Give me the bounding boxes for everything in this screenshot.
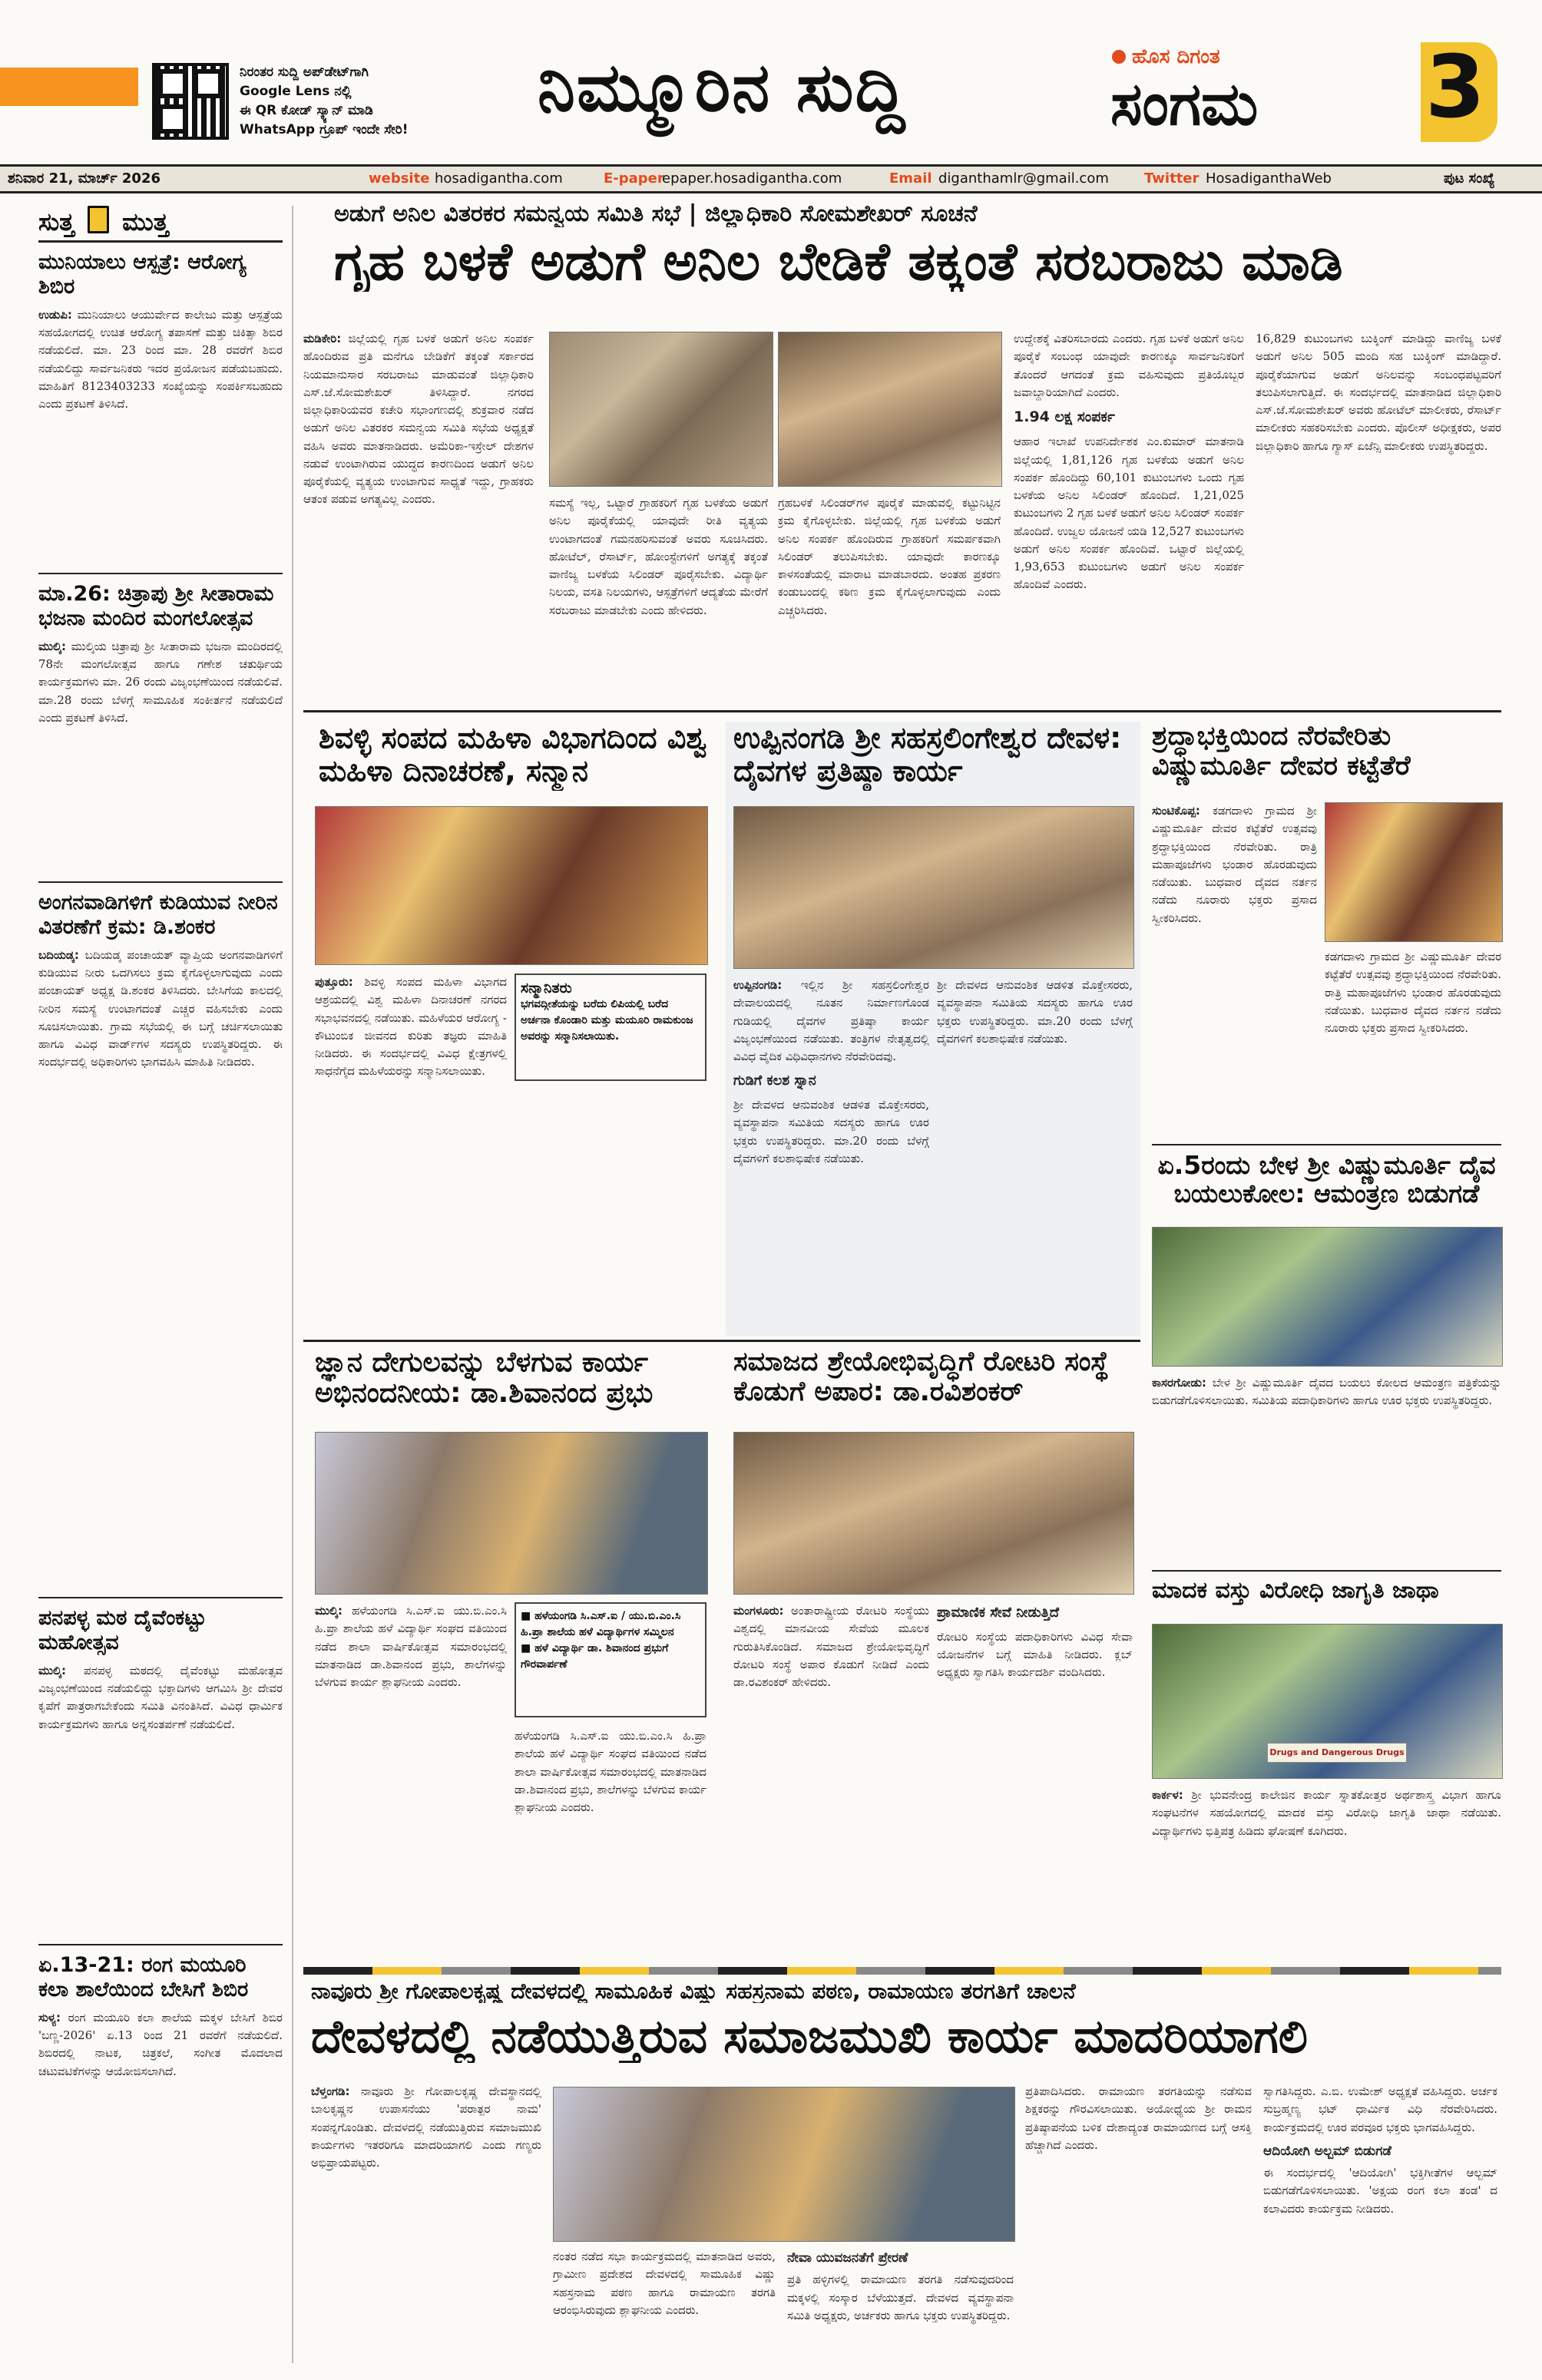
story-text: 16,829 ಕುಟುಂಬಗಳು ಬುಕ್ಕಿಂಗ್ ಮಾಡಿದ್ದು ವಾಣಿಜ್ಯ ಬಳಕೆ ಅಡುಗೆ ಅನಿಲ 505 ಮಂದಿ ಸಹ ಬುಕ್ಕಿಂಗ್ ಮಾಡಿದ್ದಾರೆ. ಪೂರೈಕೆಯಾಗುವ ಅಡುಗೆ ಅನಿಲವನ್ನು ಸಂಬಂಧಪಟ್ಟವರಿಗೆ ತಲುಪಿಸಲಾಗುತ್ತಿದೆ. ಈ ಸಂದರ್ಭದಲ್ಲಿ ಮಾತನಾಡಿದ ಜಿಲ್ಲಾಧಿಕಾರಿ ಎಸ್.ಜೆ.ಸೋಮಶೇಖರ್ ಅವರು ಹೋಟೆಲ್ ಮಾಲೀಕರು, ರೆಸಾರ್ಟ್ ಮಾಲೀಕರು ಸಹಕರಿಸಬೇಕು ಎಂದರು. ಪೊಲೀಸ್ ಅಧೀಕ್ಷಕರು, ಅಪರ ಜಿಲ್ಲಾಧಿಕಾರಿ ಹಾಗೂ ಗ್ಯಾಸ್ ಏಜೆನ್ಸಿ ಮಾಲೀಕರು ಉಪಸ್ಥಿತರಿದ್ದರು.: [1256, 332, 1501, 453]
story-text: ಹಳೆಯಂಗಡಿ ಸಿ.ಎಸ್.ಐ ಯು.ಬಿ.ಎಂ.ಸಿ ಹಿ.ಪ್ರಾ ಶಾಲೆಯ ಹಳೆ ವಿದ್ಯಾರ್ಥಿ ಸಂಘದ ವತಿಯಿಂದ ನಡೆದ ಶಾಲಾ ವಾರ್ಷಿಕೋತ್ಸವ ಸಮಾರಂಭದಲ್ಲಿ ಮಾತನಾಡಿದ ಡಾ.ಶಿವಾನಂದ ಪ್ರಭು, ಶಾಲೆಗಳನ್ನು ಬೆಳಗುವ ಕಾರ್ಯ ಶ್ಲಾಘನೀಯ ಎಂದರು.: [315, 1604, 507, 1689]
story-text: ಕಡಗದಾಳು ಗ್ರಾಮದ ಶ್ರೀ ವಿಷ್ಣುಮೂರ್ತಿ ದೇವರ ಕಟ್ಟೆತೆರೆ ಉತ್ಸವವು ಶ್ರದ್ಧಾಭಕ್ತಿಯಿಂದ ನೆರವೇರಿತು. ರಾತ್ರಿ ಮಹಾಪೂಜೆಗಳು ಭಂಡಾರ ಹೊರಡುವುದು ನಡೆಯಿತು. ಬುಧವಾರ ದೈವದ ನರ್ತನ ನಡೆದು ನೂರಾರು ಭಕ್ತರು ಪ್ರಸಾದ ಸ್ವೀಕರಿಸಿದರು.: [1325, 950, 1501, 1035]
story-text: ಪ್ರತಿಪಾದಿಸಿದರು. ರಾಮಾಯಣ ತರಗತಿಯನ್ನು ನಡೆಸುವ ಶಿಕ್ಷಕರನ್ನು ಗೌರವಿಸಲಾಯಿತು. ಅಯೋಧ್ಯೆಯ ಶ್ರೀ ರಾಮನ ಪ್ರತಿಷ್ಠಾಪನೆಯ ಬಳಿಕ ದೇಶಾದ್ಯಂತ ರಾಮಾಯಣದ ಬಗ್ಗೆ ಆಸಕ್ತಿ ಹೆಚ್ಚಾಗಿದೆ ಎಂದರು.: [1025, 2084, 1252, 2152]
alumni-box: [515, 1602, 706, 1717]
sidebar-story-body: [38, 2009, 283, 2081]
story-body-col2: [937, 977, 1133, 1330]
email-link[interactable]: diganthamlr@gmail.com: [938, 170, 1109, 187]
story-body: [315, 973, 507, 1330]
masthead-title: ನಿಮ್ಮೂರಿನ ಸುದ್ದಿ: [538, 48, 907, 127]
story-text: ಸಮಸ್ಯೆ ಇಲ್ಲ, ಒಟ್ಟಾರೆ ಗ್ರಾಹಕರಿಗೆ ಗೃಹ ಬಳಕೆಯ ಅಡುಗೆ ಅನಿಲ ಪೂರೈಕೆಯಲ್ಲಿ ಯಾವುದೇ ರೀತಿ ವ್ಯತ್ಯಯ ಉಂಟಾಗದಂತೆ ಗಮನಹರಿಸುವಂತೆ ಅವರು ಸೂಚಿಸಿದರು. ಹೋಟೆಲ್, ರೆಸಾರ್ಟ್, ಹೋಂಸ್ಟೇಗಳಿಗೆ ಅಗತ್ಯಕ್ಕೆ ತಕ್ಕಂತೆ ವಾಣಿಜ್ಯ ಬಳಕೆಯ ಸಿಲಿಂಡರ್ ಪೂರೈಸಬೇಕು. ವಿದ್ಯಾರ್ಥಿ ನಿಲಯ, ವಸತಿ ನಿಲಯಗಳು, ಆಸ್ಪತ್ರೆಗಳಿಗೆ ಆದ್ಯತೆಯ ಮೇರೆಗೆ ಸರಬರಾಜು ಮಾಡಬೇಕು ಎಂದು ಹೇಳಿದರು.: [549, 496, 768, 617]
story-body-col2: [937, 1602, 1133, 1955]
lead-col-5: [1256, 330, 1501, 706]
story-temple-pratishta: [726, 722, 1140, 1336]
sidebar-header-right: ಮುತ್ತ: [122, 207, 169, 236]
sidebar-story: [38, 1953, 283, 2337]
bottom-band: [303, 1967, 1501, 1975]
section-rule: [1152, 1570, 1501, 1572]
story-text: ನಂತರ ನಡೆದ ಸಭಾ ಕಾರ್ಯಕ್ರಮದಲ್ಲಿ ಮಾತನಾಡಿದ ಅವರು, ಗ್ರಾಮೀಣ ಪ್ರದೇಶದ ದೇವಳದಲ್ಲಿ ಸಾಮೂಹಿಕ ವಿಷ್ಣು ಸಹಸ್ರನಾಮ ಪಠಣ ಹಾಗೂ ರಾಮಾಯಣ ತರಗತಿ ಆರಂಭಿಸಿರುವುದು ಶ್ಲಾಘನೀಯ ಎಂದರು.: [553, 2249, 776, 2317]
dateline: ಕಾಸರಗೋಡು:: [1152, 1376, 1206, 1390]
book-icon: [88, 206, 109, 233]
sidebar-story-headline: ಅಂಗನವಾಡಿಗಳಿಗೆ ಕುಡಿಯುವ ನೀರಿನ ವಿತರಣೆಗೆ ಕ್ರಮ: ಡಿ.ಶಂಕರ: [38, 891, 278, 940]
story-photo-temple: [733, 806, 1134, 969]
dateline: ಸುಳ್ಯ:: [38, 2010, 61, 2025]
brand-small: ಹೊಸ ದಿಗಂತ: [1132, 45, 1220, 68]
story-body: [733, 977, 929, 1330]
lead-story: [303, 201, 1501, 708]
lead-photo-meeting: [549, 332, 773, 487]
story-text: ರಂಗ ಮಯೂರಿ ಕಲಾ ಶಾಲೆಯ ಮಕ್ಕಳ ಬೇಸಿಗೆ ಶಿಬಿರ 'ಬಣ್ಣ-2026' ಏ.13 ರಿಂದ 21 ರವರೆಗೆ ನಡೆಯಲಿದೆ. ಶಿಬಿರದಲ್ಲಿ ನಾಟಕ, ಚಿತ್ರಕಲೆ, ಸಂಗೀತ ಮೊದಲಾದ ಚಟುವಟಿಕೆಗಳನ್ನು ಆಯೋಜಿಸಲಾಗಿದೆ.: [38, 2010, 283, 2078]
sidebar-story: [38, 582, 283, 883]
story-text: ಹಳೆಯಂಗಡಿ ಸಿ.ಎಸ್.ಐ ಯು.ಬಿ.ಎಂ.ಸಿ ಹಿ.ಪ್ರಾ ಶಾಲೆಯ ಹಳೆ ವಿದ್ಯಾರ್ಥಿ ಸಂಘದ ವತಿಯಿಂದ ನಡೆದ ಶಾಲಾ ವಾರ್ಷಿಕೋತ್ಸವ ಸಮಾರಂಭದಲ್ಲಿ ಮಾತನಾಡಿದ ಡಾ.ಶಿವಾನಂದ ಪ್ರಭು, ಶಾಲೆಗಳನ್ನು ಬೆಳಗುವ ಕಾರ್ಯ ಶ್ಲಾಘನೀಯ ಎಂದರು.: [515, 1729, 706, 1814]
story-body: [315, 1602, 507, 1955]
story-kattetere: [1152, 722, 1501, 1140]
orange-tab: [0, 68, 138, 106]
sidebar-story: [38, 1606, 283, 1945]
story-text: ನಾವೂರು ಶ್ರೀ ಗೋಪಾಲಕೃಷ್ಣ ದೇವಸ್ಥಾನದಲ್ಲಿ ಬಾಲಕೃಷ್ಣನ ಉಪಾಸನೆಯು 'ಪರಾತ್ಪರ ನಾಮ' ಸಂಪನ್ನಗೊಂಡಿತು. ದೇವಳದಲ್ಲಿ ನಡೆಯುತ್ತಿರುವ ಸಮಾಜಮುಖಿ ಕಾರ್ಯಗಳು ಇತರರಿಗೂ ಮಾದರಿಯಾಗಲಿ ಎಂದು ಗಣ್ಯರು ಅಭಿಪ್ರಾಯಪಟ್ಟರು.: [311, 2084, 541, 2170]
lead-col-1: [303, 330, 534, 706]
sidebar-story-headline: ಪನಪಳ್ಳ ಮಠ ದೈವೆಂಕಟ್ಟು ಮಹೋತ್ಸವ: [38, 1606, 207, 1655]
story-text: ಪನಪಳ್ಳ ಮಠದಲ್ಲಿ ದೈವೆಂಕಟ್ಟು ಮಹೋತ್ಸವ ವಿಜೃಂಭಣೆಯಿಂದ ನಡೆಯಲಿದ್ದು ಭಕ್ತಾದಿಗಳು ಆಗಮಿಸಿ ಶ್ರೀ ದೇವರ ಕೃಪೆಗೆ ಪಾತ್ರರಾಗಬೇಕೆಂದು ಸಮಿತಿ ವಿನಂತಿಸಿದೆ. ವಿವಿಧ ಧಾರ್ಮಿಕ ಕಾರ್ಯಕ್ರಮಗಳು ಹಾಗೂ ಅನ್ನಸಂತರ್ಪಣೆ ನಡೆಯಲಿದೆ.: [38, 1663, 283, 1731]
sidebar: [38, 206, 283, 2363]
story-jnana-deguia: [303, 1347, 718, 1962]
story-drug-awareness: [1152, 1578, 1501, 1962]
story-headline: ಜ್ಞಾನ ದೇಗುಲವನ್ನು ಬೆಳಗುವ ಕಾರ್ಯ ಅಭಿನಂದನೀಯ: ಡಾ.ಶಿವಾನಂದ ಪ್ರಭು: [315, 1347, 654, 1410]
sidebar-story-body: [38, 306, 283, 414]
bottom-subhead-2: ಆದಿಯೋಗಿ ಅಲ್ಬಮ್ ಬಿಡುಗಡೆ: [1263, 2143, 1391, 2159]
sidebar-story-body: [38, 638, 283, 727]
sidebar-story-headline: ಮಾ.26: ಚಿತ್ರಾಪು ಶ್ರೀ ಸೀತಾರಾಮ ಭಜನಾ ಮಂದಿರ ಮಂಗಲೋತ್ಸವ: [38, 582, 274, 631]
twitter-link[interactable]: HosadiganthaWeb: [1206, 170, 1332, 187]
story-text: ಶ್ರೀ ಭುವನೇಂದ್ರ ಕಾಲೇಜಿನ ಕಾರ್ಯ ಸ್ನಾತಕೋತ್ತರ ಅರ್ಥಶಾಸ್ತ್ರ ವಿಭಾಗ ಹಾಗೂ ಸಂಘಟನೆಗಳ ಸಹಯೋಗದಲ್ಲಿ ಮಾದಕ ವಸ್ತು ವಿರೋಧಿ ಜಾಗೃತಿ ಜಾಥಾ ನಡೆಯಿತು. ವಿದ್ಯಾರ್ಥಿಗಳು ಭಿತ್ತಿಪತ್ರ ಹಿಡಿದು ಘೋಷಣೆ ಕೂಗಿದರು.: [1152, 1788, 1501, 1838]
story-subhead: ಗುಡಿಗೆ ಕಲಶ ಸ್ನಾನ: [733, 1073, 816, 1089]
alumni-box-line: [521, 1608, 700, 1641]
bottom-photo-lamp: [553, 2087, 1015, 2242]
story-body: [1152, 1374, 1501, 1562]
story-headline: ಮಾದಕ ವಸ್ತು ವಿರೋಧಿ ಜಾಗೃತಿ ಜಾಥಾ: [1152, 1578, 1439, 1604]
story-text: ಮುನಿಯಾಲು ಆಯುರ್ವೇದ ಕಾಲೇಜು ಮತ್ತು ಆಸ್ಪತ್ರೆಯ ಸಹಯೋಗದಲ್ಲಿ ಉಚಿತ ಆರೋಗ್ಯ ತಪಾಸಣೆ ಮತ್ತು ಚಿಕಿತ್ಸಾ ಶಿಬಿರ ನಡೆಯಲಿದೆ. ಮಾ. 23 ರಿಂದ ಮಾ. 28 ರವರೆಗೆ ಶಿಬಿರ ನಡೆಯಲಿದ್ದು ಸಾರ್ವಜನಿಕರು ಇದರ ಪ್ರಯೋಜನ ಪಡೆಯಬಹುದು. ಮಾಹಿತಿಗೆ 8123403233 ಸಂಖ್ಯೆಯನ್ನು ಸಂಪರ್ಕಿಸಬಹುದು ಎಂದು ಪ್ರಕಟಣೆ ತಿಳಿಸಿದೆ.: [38, 307, 283, 412]
story-photo-school: [315, 1432, 708, 1595]
sidebar-story-headline: ಏ.13-21: ರಂಗ ಮಯೂರಿ ಕಲಾ ಶಾಲೆಯಿಂದ ಬೇಸಿಗೆ ಶಿಬಿರ: [38, 1953, 249, 2002]
dateline: ಕಾರ್ಕಳ:: [1152, 1788, 1183, 1802]
honorees-body: ಭಗವದ್ಗೀತೆಯನ್ನು ಬರೆದು ಲಿಪಿಯಲ್ಲಿ ಬರೆದ ಅರ್ಚನಾ ಕೊಂಡಾರಿ ಮತ್ತು ಮಯೂರಿ ರಾಮಕುಂಜ ಅವರನ್ನು ಸನ್ಮಾನಿಸಲಾಯಿತು.: [521, 998, 693, 1043]
sidebar-story: [38, 250, 283, 574]
dateline: ಬೆಳ್ತಂಗಡಿ:: [311, 2084, 350, 2098]
issue-date: ಶನಿವಾರ 21, ಮಾರ್ಚ್ 2026: [8, 170, 161, 187]
section-rule: [303, 710, 1501, 712]
dateline: ಮುಲ್ಕಿ:: [315, 1604, 343, 1618]
qr-note-line: Google Lens ನಲ್ಲಿ: [240, 84, 352, 99]
sidebar-story: [38, 891, 283, 1598]
story-text: ಮುಲ್ಕಿಯ ಚಿತ್ರಾಪು ಶ್ರೀ ಸೀತಾರಾಮ ಭಜನಾ ಮಂದಿರದಲ್ಲಿ 78ನೇ ಮಂಗಲೋತ್ಸವ ಹಾಗೂ ಗಣೇಶ ಚತುರ್ಥಿಯ ಕಾರ್ಯಕ್ರಮಗಳು ಮಾ. 26 ರಂದು ವಿಜೃಂಭಣೆಯಿಂದ ನಡೆಯಲಿವೆ. ಮಾ.28 ರಂದು ಬೆಳಗ್ಗೆ ಸಾಮೂಹಿಕ ಸಂಕೀರ್ತನೆ ನಡೆಯಲಿದೆ ಎಂದು ಪ್ರಕಟಣೆ ತಿಳಿಸಿದೆ.: [38, 639, 283, 725]
brand-logo-icon: [1112, 50, 1126, 64]
lead-col-4: [1014, 330, 1244, 706]
story-text: ಅಂತಾರಾಷ್ಟ್ರೀಯ ರೋಟರಿ ಸಂಸ್ಥೆಯು ವಿಶ್ವದಲ್ಲಿ ಮಾನವೀಯ ಸೇವೆಯ ಮೂಲಕ ಗುರುತಿಸಿಕೊಂಡಿದೆ. ಸಮಾಜದ ಶ್ರೇಯೋಭಿವೃದ್ಧಿಗೆ ರೋಟರಿ ಸಂಸ್ಥೆ ಅಪಾರ ಕೊಡುಗೆ ನೀಡಿದೆ ಎಂದು ಡಾ.ರವಿಶಂಕರ್ ಹೇಳಿದರು.: [733, 1604, 929, 1689]
lead-kicker: ಅಡುಗೆ ಅನಿಲ ವಿತರಕರ ಸಮನ್ವಯ ಸಮಿತಿ ಸಭೆ | ಜಿಲ್ಲಾಧಿಕಾರಿ ಸೋಮಶೇಖರ್ ಸೂಚನೆ: [334, 201, 978, 227]
lead-col-3: [778, 494, 1001, 706]
sidebar-story-headline: ಮುನಿಯಾಲು ಆಸ್ಪತ್ರೆ: ಆರೋಗ್ಯ ಶಿಬಿರ: [38, 250, 247, 299]
bottom-col-3: [787, 2248, 1014, 2359]
story-body: [1152, 1787, 1501, 1959]
lead-col-2: [549, 494, 768, 706]
sidebar-header: [38, 206, 283, 243]
lead-subhead: 1.94 ಲಕ್ಷ ಸಂಪರ್ಕ: [1014, 408, 1115, 425]
dateline: ಮಡಿಕೇರಿ:: [303, 332, 342, 345]
story-text: ಕಡಗದಾಳು ಗ್ರಾಮದ ಶ್ರೀ ವಿಷ್ಣುಮೂರ್ತಿ ದೇವರ ಕಟ್ಟೆತೆರೆ ಉತ್ಸವವು ಶ್ರದ್ಧಾಭಕ್ತಿಯಿಂದ ನೆರವೇರಿತು. ರಾತ್ರಿ ಮಹಾಪೂಜೆಗಳು ಭಂಡಾರ ಹೊರಡುವುದು ನಡೆಯಿತು. ಬುಧವಾರ ದೈವದ ನರ್ತನ ನಡೆದು ನೂರಾರು ಭಕ್ತರು ಪ್ರಸಾದ ಸ್ವೀಕರಿಸಿದರು.: [1152, 804, 1317, 925]
alumni-box-text: ಹಳೆಯಂಗಡಿ ಸಿ.ಎಸ್.ಐ / ಯು.ಬಿ.ಎಂ.ಸಿ ಹಿ.ಪ್ರಾ ಶಾಲೆಯ ಹಳೆ ವಿದ್ಯಾರ್ಥಿಗಳ ಸಮ್ಮಿಲನ: [521, 1610, 681, 1638]
email-label: Email: [889, 170, 932, 187]
story-photo-daiva: [1325, 802, 1503, 942]
sidebar-divider: [292, 206, 293, 2363]
page-number: 3: [1425, 38, 1485, 137]
story-subhead: ಪ್ರಾಮಾಣಿಕ ಸೇವೆ ನೀಡುತ್ತಿದೆ: [937, 1605, 1060, 1621]
bottom-col-4: [1025, 2083, 1252, 2359]
story-text: ಆಹಾರ ಇಲಾಖೆ ಉಪನಿರ್ದೇಶಕ ಎಂ.ಕುಮಾರ್ ಮಾತನಾಡಿ ಜಿಲ್ಲೆಯಲ್ಲಿ 1,81,126 ಗೃಹ ಬಳಕೆಯ ಅಡುಗೆ ಅನಿಲ ಸಂಪರ್ಕ ಹೊಂದಿದ್ದು 60,101 ಕುಟುಂಬಗಳು ಒಂದು ಗೃಹ ಬಳಕೆಯ ಅನಿಲ ಸಿಲಿಂಡರ್ ಹೊಂದಿದೆ. 1,21,025 ಕುಟುಂಬಗಳು 2 ಗೃಹ ಬಳಕೆ ಅಡುಗೆ ಅನಿಲ ಸಿಲಿಂಡರ್ ಸಂಪರ್ಕ ಹೊಂದಿದೆ. ಉಜ್ವಲ ಯೋಜನೆ ಯಡಿ 12,527 ಕುಟುಂಬಗಳು ಅಡುಗೆ ಅನಿಲ ಸಂಪರ್ಕ ಹೊಂದಿವೆ. ಒಟ್ಟಾರೆ ಜಿಲ್ಲೆಯಲ್ಲಿ 1,93,653 ಕುಟುಂಬಗಳು ಅಡುಗೆ ಅನಿಲ ಸಂಪರ್ಕ ಹೊಂದಿವೆ ಎಂದರು.: [1014, 435, 1244, 592]
story-body: [733, 1602, 929, 1955]
sidebar-story-body: [38, 1662, 283, 1734]
story-rotary: [726, 1347, 1140, 1962]
brand-big: ಸಂಗಮ: [1110, 70, 1259, 139]
story-body: [1152, 802, 1317, 1136]
story-womens-day: [303, 722, 718, 1336]
qr-note-line: ಈ QR ಕೋಡ್ ಸ್ಕ್ಯಾನ್ ಮಾಡಿ: [240, 103, 373, 118]
section-rule: [303, 1340, 1140, 1342]
story-text: ಶ್ರೀ ದೇವಳದ ಆನುವಂಶಿಕ ಆಡಳಿತ ಮೊಕ್ತೇಸರರು, ವ್ಯವಸ್ಥಾಪನಾ ಸಮಿತಿಯ ಸದಸ್ಯರು ಹಾಗೂ ಊರ ಭಕ್ತರು ಉಪಸ್ಥಿತರಿದ್ದರು. ಮಾ.20 ರಂದು ಬೆಳಗ್ಗೆ ದೈವಗಳಿಗೆ ಕಲಶಾಭಿಷೇಕ ನಡೆಯಿತು.: [937, 978, 1133, 1046]
story-photo-invite: [1152, 1227, 1503, 1367]
story-headline: ಸಮಾಜದ ಶ್ರೇಯೋಭಿವೃದ್ಧಿಗೆ ರೋಟರಿ ಸಂಸ್ಥೆ ಕೊಡುಗೆ ಅಪಾರ: ಡಾ.ರವಿಶಂಕರ್: [733, 1347, 1109, 1408]
bottom-col-5: [1263, 2083, 1497, 2359]
dateline: ಪುತ್ತೂರು:: [315, 975, 353, 989]
story-headline: ಶಿವಳ್ಳಿ ಸಂಪದ ಮಹಿಳಾ ವಿಭಾಗದಿಂದ ವಿಶ್ವ ಮಹಿಳಾ ದಿನಾಚರಣೆ, ಸನ್ಮಾನ: [319, 722, 707, 788]
section-rule: [1152, 1144, 1501, 1145]
dateline: ಮುಲ್ಕಿ:: [38, 639, 67, 653]
honorees-title: ಸನ್ಮಾನಿತರು: [521, 980, 572, 997]
lead-photo-hall: [778, 332, 1002, 487]
alumni-box-line: [521, 1641, 700, 1673]
sidebar-header-left: ಸುತ್ತ: [38, 207, 74, 236]
story-text: ಬದಿಯಡ್ಕ ಪಂಚಾಯತ್ ವ್ಯಾಪ್ತಿಯ ಅಂಗನವಾಡಿಗಳಿಗೆ ಕುಡಿಯುವ ನೀರು ಒದಗಿಸಲು ಕ್ರಮ ಕೈಗೊಳ್ಳಲಾಗುವುದು ಎಂದು ಪಂಚಾಯತ್ ಅಧ್ಯಕ್ಷ ಡಿ.ಶಂಕರ ತಿಳಿಸಿದರು. ಬೇಸಿಗೆಯ ಕಾಲದಲ್ಲಿ ನೀರಿನ ಸಮಸ್ಯೆ ಉಂಟಾಗದಂತೆ ಎಚ್ಚರ ವಹಿಸಬೇಕು ಎಂದು ಸೂಚಿಸಲಾಯಿತು. ಗ್ರಾಮ ಸಭೆಯಲ್ಲಿ ಈ ಬಗ್ಗೆ ಚರ್ಚಿಸಲಾಯಿತು ಹಾಗೂ ವಿವಿಧ ವಾರ್ಡ್‌ಗಳ ಸದಸ್ಯರು ಉಪಸ್ಥಿತರಿದ್ದರು. ಈ ಸಂದರ್ಭದಲ್ಲಿ ಅಧಿಕಾರಿಗಳು ಭಾಗವಹಿಸಿ ಮಾಹಿತಿ ನೀಡಿದರು.: [38, 947, 283, 1069]
info-bar: [0, 164, 1542, 193]
bottom-col-1: [311, 2083, 541, 2359]
twitter-label: Twitter: [1144, 170, 1200, 187]
honorees-box: [515, 973, 706, 1081]
epaper-label: E-paper: [604, 170, 664, 187]
story-text: ಶಿವಳ್ಳಿ ಸಂಪದ ಮಹಿಳಾ ವಿಭಾಗದ ಆಶ್ರಯದಲ್ಲಿ ವಿಶ್ವ ಮಹಿಳಾ ದಿನಾಚರಣೆ ನಗರದ ಸಭಾಭವನದಲ್ಲಿ ನಡೆಯಿತು. ಮಹಿಳೆಯರ ಆರೋಗ್ಯ - ಕೌಟುಂಬಿಕ ಜೀವನದ ಕುರಿತು ತಜ್ಞರು ಮಾಹಿತಿ ನೀಡಿದರು. ಈ ಸಂದರ್ಭದಲ್ಲಿ ವಿವಿಧ ಕ್ಷೇತ್ರಗಳಲ್ಲಿ ಸಾಧನೆಗೈದ ಮಹಿಳೆಯರನ್ನು ಸನ್ಮಾನಿಸಲಾಯಿತು.: [315, 975, 507, 1079]
bottom-col-2: [553, 2248, 776, 2359]
story-text: ಪ್ರತಿ ಹಳ್ಳಿಗಳಲ್ಲಿ ರಾಮಾಯಣ ತರಗತಿ ನಡೆಸುವುದರಿಂದ ಮಕ್ಕಳಲ್ಲಿ ಸಂಸ್ಕಾರ ಬೆಳೆಯುತ್ತದೆ. ದೇವಳದ ವ್ಯವಸ್ಥಾಪನಾ ಸಮಿತಿ ಅಧ್ಯಕ್ಷರು, ಅರ್ಚಕರು ಹಾಗೂ ಭಕ್ತರು ಉಪಸ್ಥಿತರಿದ್ದರು.: [787, 2273, 1014, 2322]
story-bayalu-kola: [1152, 1152, 1501, 1566]
story-body-col2: [515, 1727, 706, 1955]
story-text: ಈ ಸಂದರ್ಭದಲ್ಲಿ 'ಆದಿಯೋಗಿ' ಭಕ್ತಿಗೀತೆಗಳ ಆಲ್ಬಮ್ ಬಿಡುಗಡೆಗೊಳಿಸಲಾಯಿತು. 'ಅಕ್ಷಯ ರಂಗ ಕಲಾ ತಂಡ' ದ ಕಲಾವಿದರು ಕಾರ್ಯಕ್ರಮ ನೀಡಿದರು.: [1263, 2166, 1497, 2216]
bottom-kicker: ನಾವೂರು ಶ್ರೀ ಗೋಪಾಲಕೃಷ್ಣ ದೇವಳದಲ್ಲಿ ಸಾಮೂಹಿಕ ವಿಷ್ಣು ಸಹಸ್ರನಾಮ ಪಠಣ, ರಾಮಾಯಣ ತರಗತಿಗೆ ಚಾಲನೆ: [311, 1979, 1076, 2004]
story-headline: ಏ.5ರಂದು ಬೇಳ ಶ್ರೀ ವಿಷ್ಣುಮೂರ್ತಿ ದೈವ ಬಯಲುಕೋಲ: ಆಮಂತ್ರಣ ಬಿಡುಗಡೆ: [1157, 1152, 1496, 1208]
story-text: ರೋಟರಿ ಸಂಸ್ಥೆಯ ಪದಾಧಿಕಾರಿಗಳು ವಿವಿಧ ಸೇವಾ ಯೋಜನೆಗಳ ಬಗ್ಗೆ ಮಾಹಿತಿ ನೀಡಿದರು. ಕ್ಲಬ್ ಅಧ್ಯಕ್ಷರು ಸ್ವಾಗತಿಸಿ ಕಾರ್ಯದರ್ಶಿ ವಂದಿಸಿದರು.: [937, 1629, 1133, 1680]
dateline: ಉಡುಪಿ:: [38, 307, 72, 322]
story-headline: ಶ್ರದ್ಧಾಭಕ್ತಿಯಿಂದ ನೆರವೇರಿತು ವಿಷ್ಣುಮೂರ್ತಿ ದೇವರ ಕಟ್ಟೆತೆರೆ: [1152, 722, 1411, 782]
story-text: ಜಿಲ್ಲೆಯಲ್ಲಿ ಗೃಹ ಬಳಕೆ ಅಡುಗೆ ಅನಿಲ ಸಂಪರ್ಕ ಹೊಂದಿರುವ ಪ್ರತಿ ಮನೆಗೂ ಬೇಡಿಕೆಗೆ ತಕ್ಕಂತೆ ಸರ್ಕಾರದ ನಿಯಮಾನುಸಾರ ಸರಬರಾಜು ಮಾಡುವಂತೆ ಜಿಲ್ಲಾಧಿಕಾರಿ ಎಸ್.ಜೆ.ಸೋಮಶೇಖರ್ ತಿಳಿಸಿದ್ದಾರೆ. ನಗರದ ಜಿಲ್ಲಾಧಿಕಾರಿಯವರ ಕಚೇರಿ ಸಭಾಂಗಣದಲ್ಲಿ ಶುಕ್ರವಾರ ನಡೆದ ಅಡುಗೆ ಅನಿಲ ವಿತರಕರ ಸಮನ್ವಯ ಸಮಿತಿ ಸಭೆಯ ಅಧ್ಯಕ್ಷತೆ ವಹಿಸಿ ಅವರು ಮಾತನಾಡಿದರು. ಅಮೆರಿಕಾ-ಇಸ್ರೇಲ್ ದೇಶಗಳ ನಡುವೆ ಉಂಟಾಗಿರುವ ಯುದ್ಧದ ಕಾರಣದಿಂದ ಅಡುಗೆ ಅನಿಲ ಪೂರೈಕೆಯಲ್ಲಿ ವ್ಯತ್ಯಯ ಉಂಟಾಗುವ ಸಾಧ್ಯತೆ ಇದ್ದು, ಗ್ರಾಹಕರು ಆತಂಕ ಪಡುವ ಅಗತ್ಯವಿಲ್ಲ ಎಂದರು.: [303, 332, 534, 507]
story-photo-women: [315, 806, 708, 965]
lead-headline: ಗೃಹ ಬಳಕೆ ಅಡುಗೆ ಅನಿಲ ಬೇಡಿಕೆ ತಕ್ಕಂತೆ ಸರಬರಾಜು ಮಾಡಿ: [334, 233, 1343, 293]
story-text: ಉದ್ದೇಶಕ್ಕೆ ವಿತರಿಸಬಾರದು ಎಂದರು. ಗೃಹ ಬಳಕೆ ಅಡುಗೆ ಅನಿಲ ಪೂರೈಕೆ ಸಂಬಂಧ ಯಾವುದೇ ಕಾರಣಕ್ಕೂ ಸಾರ್ವಜನಿಕರಿಗೆ ತೊಂದರೆ ಆಗದಂತೆ ಕ್ರಮ ವಹಿಸುವುದು ಪ್ರತಿಯೊಬ್ಬರ ಜವಾಬ್ದಾರಿಯಾಗಿದೆ ಎಂದರು.: [1014, 332, 1244, 399]
square-bullet-icon: ■: [521, 1610, 531, 1622]
story-text: ಇಲ್ಲಿನ ಶ್ರೀ ಸಹಸ್ರಲಿಂಗೇಶ್ವರ ದೇವಾಲಯದಲ್ಲಿ ನೂತನ ನಿರ್ಮಾಣಗೊಂಡ ಗುಡಿಯಲ್ಲಿ ದೈವಗಳ ಪ್ರತಿಷ್ಠಾ ಕಾರ್ಯ ವಿಜೃಂಭಣೆಯಿಂದ ನಡೆಯಿತು. ತಂತ್ರಿಗಳ ನೇತೃತ್ವದಲ್ಲಿ ವಿವಿಧ ವೈದಿಕ ವಿಧಿವಿಧಾನಗಳು ನೆರವೇರಿದವು.: [733, 978, 929, 1063]
rally-banner: Drugs and Dangerous Drugs: [1267, 1743, 1407, 1763]
qr-code-icon[interactable]: [152, 63, 229, 140]
story-text: ಸ್ವಾಗತಿಸಿದ್ದರು. ಎ.ಬಿ. ಉಮೇಶ್ ಅಧ್ಯಕ್ಷತೆ ವಹಿಸಿದ್ದರು. ಅರ್ಚಕ ಸುಬ್ರಹ್ಮಣ್ಯ ಭಟ್ ಧಾರ್ಮಿಕ ವಿಧಿ ನೆರವೇರಿಸಿದರು. ಕಾರ್ಯಕ್ರಮದಲ್ಲಿ ಊರ ಪರವೂರ ಭಕ್ತರು ಭಾಗವಹಿಸಿದ್ದರು.: [1263, 2084, 1497, 2134]
qr-note: [240, 63, 470, 140]
qr-note-line: ನಿರಂತರ ಸುದ್ದಿ ಅಪ್‌ಡೇಟ್‌ಗಾಗಿ: [240, 64, 369, 80]
dateline: ಉಪ್ಪಿನಂಗಡಿ:: [733, 978, 783, 992]
website-label: website: [369, 170, 430, 187]
brand-block: [1090, 38, 1505, 150]
story-text: ಶ್ರೀ ದೇವಳದ ಆನುವಂಶಿಕ ಆಡಳಿತ ಮೊಕ್ತೇಸರರು, ವ್ಯವಸ್ಥಾಪನಾ ಸಮಿತಿಯ ಸದಸ್ಯರು ಹಾಗೂ ಊರ ಭಕ್ತರು ಉಪಸ್ಥಿತರಿದ್ದರು. ಮಾ.20 ರಂದು ಬೆಳಗ್ಗೆ ದೈವಗಳಿಗೆ ಕಲಶಾಭಿಷೇಕ ನಡೆಯಿತು.: [733, 1098, 929, 1165]
dateline: ಬದಿಯಡ್ಕ:: [38, 947, 79, 962]
bottom-subhead: ನೇವಾ ಯುವಜನತೆಗೆ ಪ್ರೇರಣೆ: [787, 2250, 908, 2266]
dateline: ಮುಲ್ಕಿ:: [38, 1663, 67, 1678]
bottom-story: [303, 1979, 1501, 2363]
story-text: ಗ್ರಹಬಳಕೆ ಸಿಲಿಂಡರ್‌ಗಳ ಪೂರೈಕೆ ಮಾಡುವಲ್ಲಿ ಕಟ್ಟುನಿಟ್ಟಿನ ಕ್ರಮ ಕೈಗೊಳ್ಳಬೇಕು. ಜಿಲ್ಲೆಯಲ್ಲಿ ಗೃಹ ಬಳಕೆಯ ಅಡುಗೆ ಅನಿಲ ಸಂಪರ್ಕ ಹೊಂದಿರುವ ಗ್ರಾಹಕರಿಗೆ ಸಮರ್ಪಕವಾಗಿ ಸಿಲಿಂಡರ್ ತಲುಪಿಸಬೇಕು. ಯಾವುದೇ ಕಾರಣಕ್ಕೂ ಕಾಳಸಂತೆಯಲ್ಲಿ ಮಾರಾಟ ಮಾಡಬಾರದು. ಅಂತಹ ಪ್ರಕರಣ ಕಂಡುಬಂದಲ್ಲಿ ಕಠಿಣ ಕ್ರಮ ಕೈಗೊಳ್ಳಲಾಗುವುದು ಎಂದು ಎಚ್ಚರಿಸಿದರು.: [778, 496, 1001, 617]
story-headline: ಉಪ್ಪಿನಂಗಡಿ ಶ್ರೀ ಸಹಸ್ರಲಿಂಗೇಶ್ವರ ದೇವಳ: ದೈವಗಳ ಪ್ರತಿಷ್ಠಾ ಕಾರ್ಯ: [733, 722, 1122, 788]
alumni-box-text: ಹಳೆ ವಿದ್ಯಾರ್ಥಿ ಡಾ. ಶಿವಾನಂದ ಪ್ರಭುಗೆ ಗೌರವಾರ್ಪಣೆ: [521, 1642, 669, 1671]
story-photo-rotary: [733, 1432, 1134, 1595]
story-text: ಬೇಳ ಶ್ರೀ ವಿಷ್ಣುಮೂರ್ತಿ ದೈವದ ಬಯಲು ಕೋಲದ ಆಮಂತ್ರಣ ಪತ್ರಿಕೆಯನ್ನು ಬಿಡುಗಡೆಗೊಳಿಸಲಾಯಿತು. ಸಮಿತಿಯ ಪದಾಧಿಕಾರಿಗಳು ಹಾಗೂ ಊರ ಭಕ್ತರು ಉಪಸ್ಥಿತರಿದ್ದರು.: [1152, 1376, 1501, 1408]
sidebar-story-body: [38, 947, 283, 1072]
website-link[interactable]: hosadigantha.com: [435, 170, 563, 187]
edition-label: ಪುಟ ಸಂಖ್ಯೆ: [1444, 170, 1495, 187]
story-body-col2: [1325, 948, 1501, 1136]
square-bullet-icon: ■: [521, 1642, 531, 1654]
qr-note-line: WhatsApp ಗ್ರೂಪ್ ಇಂದೇ ಸೇರಿ!: [240, 122, 409, 137]
epaper-link[interactable]: epaper.hosadigantha.com: [662, 170, 842, 187]
masthead: [0, 0, 1542, 165]
bottom-headline: ದೇವಳದಲ್ಲಿ ನಡೆಯುತ್ತಿರುವ ಸಮಾಜಮುಖಿ ಕಾರ್ಯ ಮಾದರಿಯಾಗಲಿ: [311, 2011, 1309, 2064]
dateline: ಸುಂಟಿಕೊಪ್ಪ:: [1152, 804, 1200, 818]
dateline: ಮಂಗಳೂರು:: [733, 1604, 784, 1618]
